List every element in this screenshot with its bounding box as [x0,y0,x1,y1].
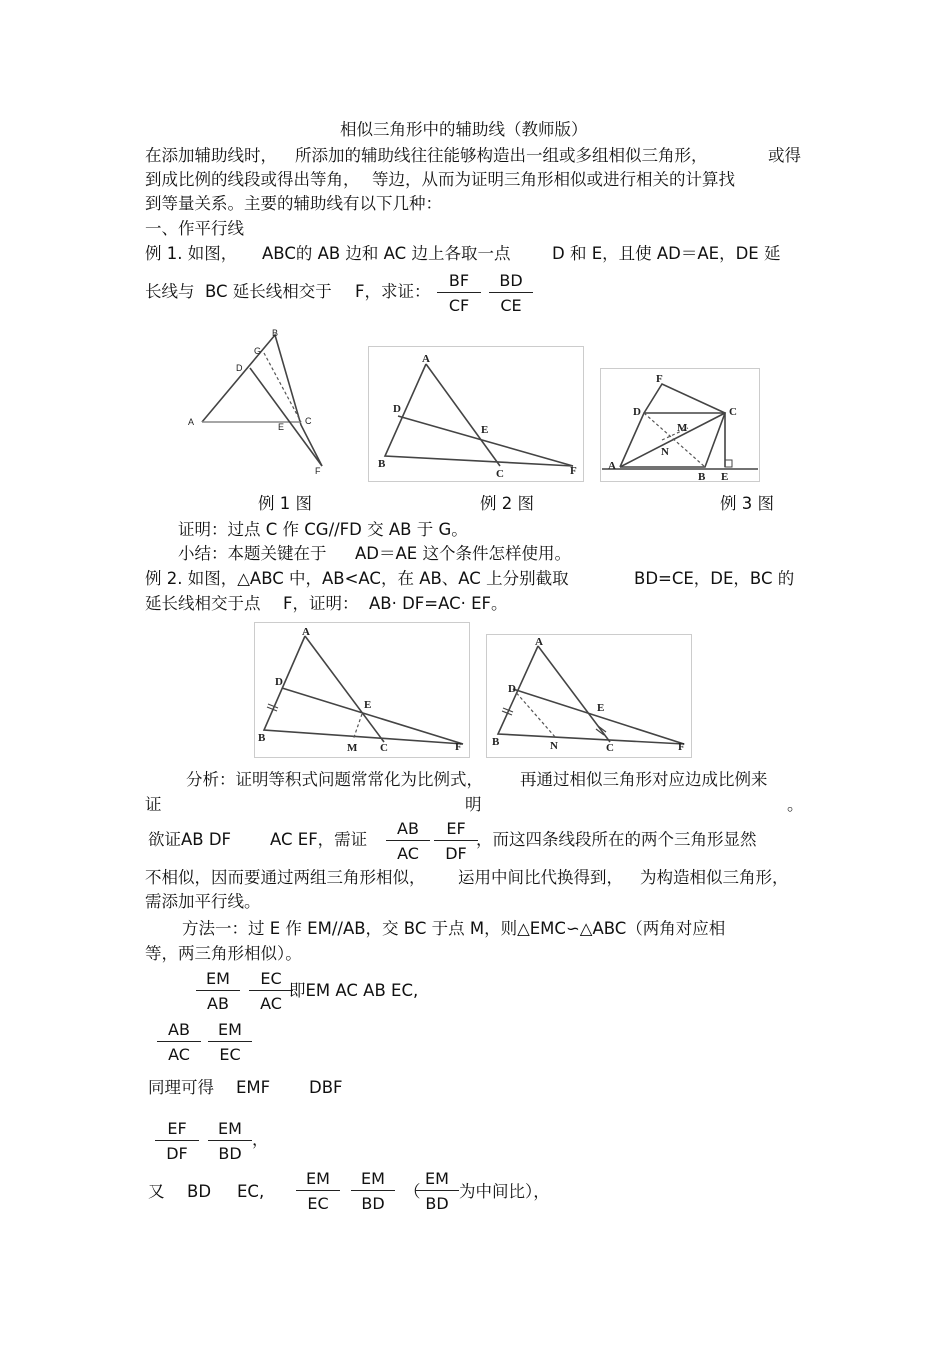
fig5-label-c: C [606,742,614,754]
fig1-label-f: F [315,466,321,476]
method1-line2: 等，两三角形相似）。 [145,944,302,963]
fig2-label-e: E [481,424,489,436]
fig4-label-d: D [275,676,283,688]
method1-e-text3: EC, [237,1182,265,1201]
fig1-label-b: B [272,328,279,338]
analysis-fraction-1: $\frac{AB}{AC}$ [386,818,430,863]
caption-figure1: 例 1 图 [258,494,312,513]
analysis-line1b: 再通过相似三角形对应边成比例来 [520,770,768,789]
fig1-label-a: A [188,417,195,427]
ex1-line1c: D 和 E，且使 AD＝AE，DE 延 [552,244,781,263]
fig5-label-n: N [550,740,558,752]
method1-e-text1: 又 [148,1182,165,1201]
fig2-label-f: F [570,465,577,477]
analysis-line5: 需添加平行线。 [145,892,261,911]
intro-line1c: 或得 [768,146,801,165]
method1-d-fraction-2: $\frac{EM}{BD}$ [208,1118,252,1163]
ex2-line1: 例 2. 如图，△ABC 中，AB<AC，在 AB、AC 上分别截取 [145,569,569,588]
intro-line1b: 所添加的辅助线往往能够构造出一组或多组相似三角形， [295,146,708,165]
summary1b: AD＝AE 这个条件怎样使用。 [355,544,571,563]
method1-c-text2: EMF [236,1078,271,1097]
method1-b-fraction-2: $\frac{EM}{EC}$ [208,1019,252,1064]
method1-c-text1: 同理可得 [148,1078,214,1097]
fig5-label-e: E [597,702,605,714]
analysis-line4c: 为构造相似三角形， [640,868,789,887]
analysis-line3b: AC EF，需证 [270,830,368,849]
fig3-label-m: M [677,422,688,434]
fig3-label-e: E [721,471,729,482]
analysis-line4a: 不相似，因而要通过两组三角形相似， [145,868,426,887]
fig2-label-b: B [378,458,386,470]
method1-d-comma: ， [252,1130,269,1149]
fig1-label-d: D [236,363,243,373]
fig5-label-f: F [678,741,685,753]
fig4-label-c: C [380,742,388,754]
ex1-line2c: F，求证： [355,282,431,301]
fig2-label-c: C [496,468,504,480]
fig2-label-d: D [393,403,401,415]
ex1-fraction-1: $\frac{BF}{CF}$ [437,270,481,315]
fig4-label-f: F [455,741,462,753]
ex2-line2b: F，证明： [283,594,359,613]
analysis-line2a: 证 [145,795,162,814]
intro-line2b: 等边，从而为证明三角形相似或进行相关的计算找 [372,170,735,189]
fig3-label-b: B [698,471,706,482]
analysis-fraction-2: $\frac{EF}{DF}$ [434,818,478,863]
fig4-label-e: E [364,699,372,711]
fig3-label-n: N [661,446,669,458]
method1-d-fraction-1: $\frac{EF}{DF}$ [155,1118,199,1163]
fig3-label-f: F [656,373,663,385]
analysis-line2b: 明 [465,795,482,814]
fig1-outline [202,335,322,466]
figure-example2-method2 [486,634,692,758]
method1-e-fraction-3: $\frac{EM}{BD}$ [415,1168,459,1213]
analysis-line3c: ，而这四条线段所在的两个三角形显然 [476,830,757,849]
ex2-line2a: 延长线相交于点 [145,594,261,613]
summary1: 小结：本题关键在于 [178,544,327,563]
figure-example1 [180,325,340,480]
method1-a-fraction-2: $\frac{EC}{AC}$ [249,968,293,1013]
method1-line1: 方法一：过 E 作 EM//AB，交 BC 于点 M，则△EMC∽△ABC（两角对应相 [182,919,726,938]
page-title: 相似三角形中的辅助线（教师版） [340,120,588,139]
ex1-line1b: ABC的 AB 边和 AC 边上各取一点 [262,244,511,263]
ex2-line2c: AB· DF=AC· EF。 [369,594,508,613]
section-heading: 一、作平行线 [145,219,244,238]
method1-e-text2: BD [187,1182,212,1201]
figure-example2-method1 [254,622,470,758]
ex1-line2b: BC 延长线相交于 [205,282,332,301]
ex1-line2a: 长线与 [145,282,195,301]
fig5-label-d: D [508,683,516,695]
analysis-line2c: 。 [787,795,804,814]
fig4-label-a: A [302,626,310,638]
method1-e-paren: （ [404,1182,421,1201]
ex1-line1a: 例 1. 如图， [145,244,238,263]
method1-a-fraction-1: $\frac{EM}{AB}$ [196,968,240,1013]
analysis-line3a: 欲证AB DF [148,830,232,849]
method1-e-fraction-2: $\frac{EM}{BD}$ [351,1168,395,1213]
fig5-label-b: B [492,736,500,748]
intro-line2a: 到成比例的线段或得出等角， [145,170,360,189]
method1-e-tail: 为中间比）， [459,1182,550,1201]
intro-line1a: 在添加辅助线时， [145,146,277,165]
method1-a-text: 即EM AC AB EC, [289,981,419,1000]
fig2-label-a: A [422,353,430,365]
method1-b-fraction-1: $\frac{AB}{AC}$ [157,1019,201,1064]
analysis-line1a: 分析：证明等积式问题常常化为比例式， [186,770,483,789]
fig3-label-a: A [608,460,616,472]
analysis-line4b: 运用中间比代换得到， [458,868,623,887]
ex2-line1b: BD=CE，DE，BC 的 [634,569,795,588]
fig4-label-b: B [258,732,266,744]
fig1-label-g: G [254,346,262,356]
method1-e-fraction-1: $\frac{EM}{EC}$ [296,1168,340,1213]
figure-example2 [368,346,584,482]
fig1-label-e: E [278,422,285,432]
method1-c-text3: DBF [309,1078,343,1097]
caption-figure2: 例 2 图 [480,494,534,513]
ex1-fraction-2: $\frac{BD}{CE}$ [489,270,533,315]
fig3-label-d: D [633,406,641,418]
fig5-label-a: A [535,636,543,648]
caption-figure3: 例 3 图 [720,494,774,513]
fig3-label-c: C [729,406,737,418]
fig1-label-c: C [305,416,312,426]
proof1: 证明：过点 C 作 CG//FD 交 AB 于 G。 [178,520,468,539]
fig4-label-m: M [347,742,358,754]
intro-line3: 到等量关系。主要的辅助线有以下几种： [145,194,442,213]
figure-example3 [600,368,760,482]
